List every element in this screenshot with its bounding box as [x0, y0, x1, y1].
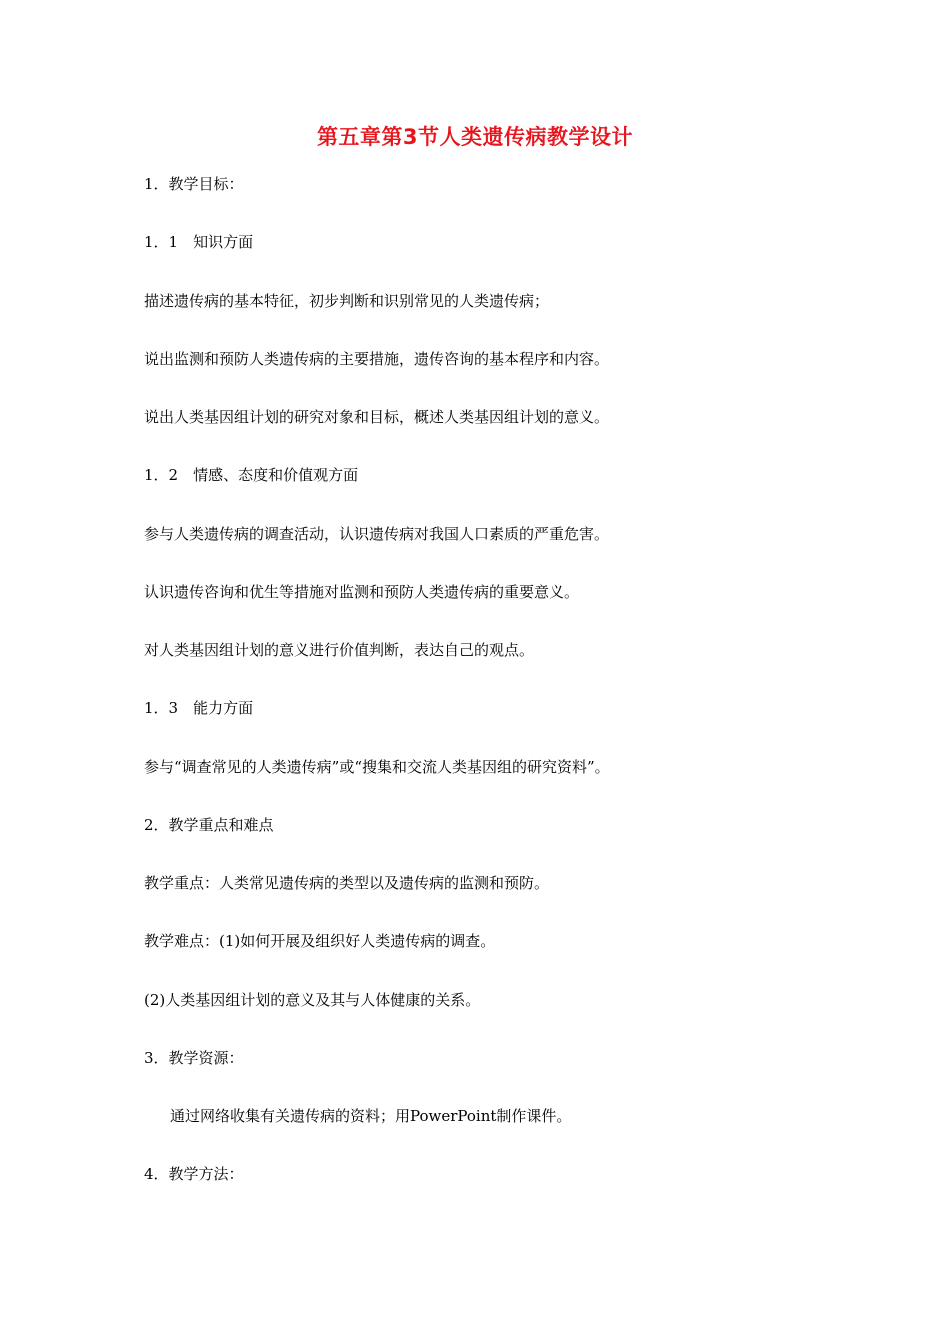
paragraph-line: 对人类基因组计划的意义进行价值判断，表达自己的观点。 — [144, 641, 535, 659]
paragraph-line: 认识遗传咨询和优生等措施对监测和预防人类遗传病的重要意义。 — [144, 583, 580, 601]
paragraph-line: 说出监测和预防人类遗传病的主要措施，遗传咨询的基本程序和内容。 — [144, 350, 610, 368]
paragraph-line: 教学难点：(1)如何开展及组织好人类遗传病的调查。 — [144, 932, 496, 950]
section-heading-resources: 3．教学资源： — [144, 1049, 244, 1067]
section-heading-key-points: 2．教学重点和难点 — [144, 816, 274, 834]
paragraph-line: 参与人类遗传病的调查活动，认识遗传病对我国人口素质的严重危害。 — [144, 525, 610, 543]
paragraph-line: (2)人类基因组计划的意义及其与人体健康的关系。 — [144, 991, 481, 1009]
section-heading-objectives: 1．教学目标： — [144, 175, 244, 193]
paragraph-line: 参与“调查常见的人类遗传病”或“搜集和交流人类基因组的研究资料”。 — [144, 758, 610, 776]
paragraph-line: 描述遗传病的基本特征，初步判断和识别常见的人类遗传病； — [144, 292, 550, 310]
paragraph-line: 教学重点：人类常见遗传病的类型以及遗传病的监测和预防。 — [144, 874, 550, 892]
subsection-heading-attitude: 1．2 情感、态度和价值观方面 — [144, 466, 359, 484]
subsection-heading-ability: 1．3 能力方面 — [144, 699, 254, 717]
subsection-heading-knowledge: 1．1 知识方面 — [144, 233, 254, 251]
document-title: 第五章第3节人类遗传病教学设计 — [316, 125, 634, 149]
paragraph-line: 说出人类基因组计划的研究对象和目标，概述人类基因组计划的意义。 — [144, 408, 610, 426]
section-heading-methods: 4．教学方法： — [144, 1165, 244, 1183]
paragraph-line: 通过网络收集有关遗传病的资料；用PowerPoint制作课件。 — [170, 1107, 572, 1125]
